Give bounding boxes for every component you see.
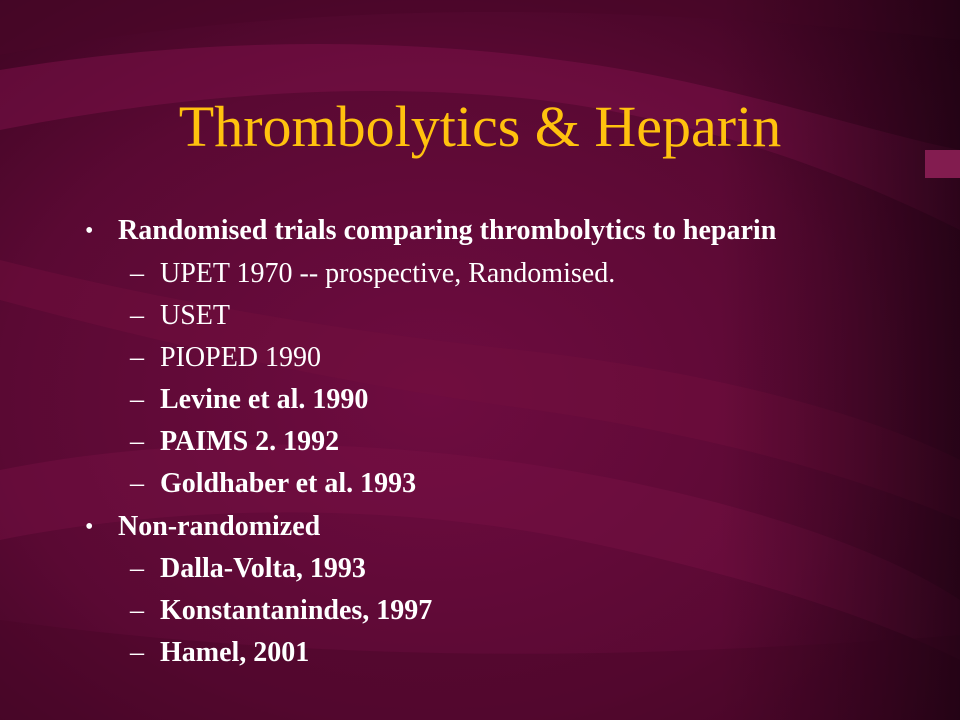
list-item: Hamel, 2001 bbox=[160, 637, 310, 668]
bullet-icon: • bbox=[85, 514, 94, 540]
dash-icon: – bbox=[130, 258, 144, 289]
dash-icon: – bbox=[130, 342, 144, 373]
list-item: PAIMS 2. 1992 bbox=[160, 426, 340, 457]
section-heading-randomised: Randomised trials comparing thrombolytics to heparin bbox=[118, 215, 777, 246]
list-item: Dalla-Volta, 1993 bbox=[160, 553, 366, 584]
bullet-icon: • bbox=[85, 218, 94, 244]
list-item: PIOPED 1990 bbox=[160, 342, 322, 373]
dash-icon: – bbox=[130, 637, 144, 668]
list-item: Konstantanindes, 1997 bbox=[160, 595, 433, 626]
dash-icon: – bbox=[130, 468, 144, 499]
section-heading-non-randomized: Non-randomized bbox=[118, 511, 321, 542]
dash-icon: – bbox=[130, 300, 144, 331]
list-item: UPET 1970 -- prospective, Randomised. bbox=[160, 258, 616, 289]
list-item: Levine et al. 1990 bbox=[160, 384, 369, 415]
slide-title: Thrombolytics & Heparin bbox=[178, 94, 782, 159]
dash-icon: – bbox=[130, 384, 144, 415]
list-item: USET bbox=[160, 300, 230, 331]
list-item: Goldhaber et al. 1993 bbox=[160, 468, 417, 499]
dash-icon: – bbox=[130, 595, 144, 626]
dash-icon: – bbox=[130, 426, 144, 457]
dash-icon: – bbox=[130, 553, 144, 584]
